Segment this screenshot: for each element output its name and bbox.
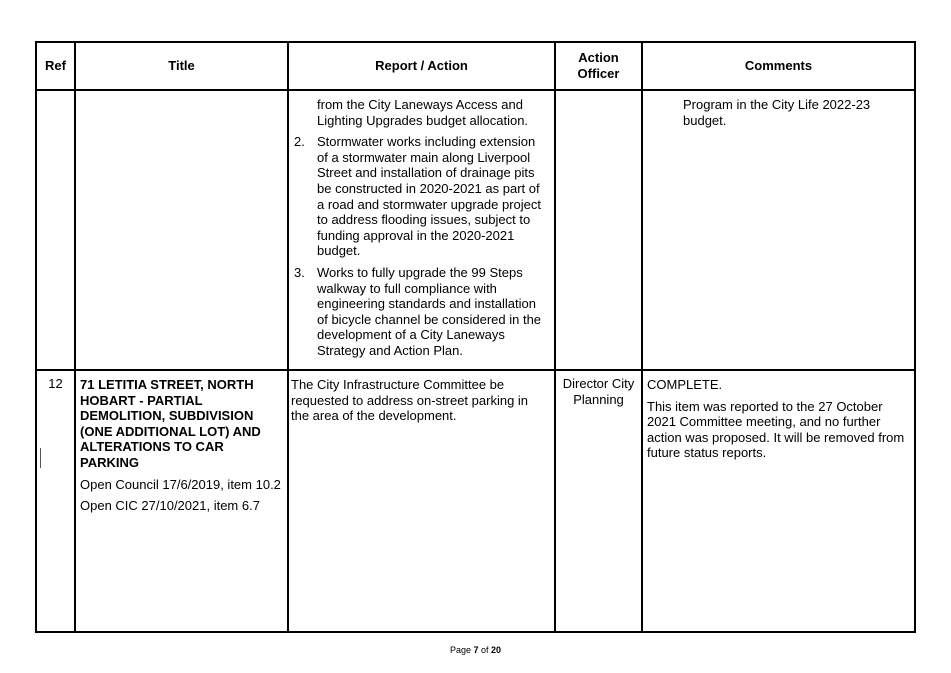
footer-page-label: Page <box>449 645 471 655</box>
table-row-continued <box>36 90 915 370</box>
header-report-action: Report / Action <box>288 42 555 90</box>
cell-report-continued <box>288 90 555 370</box>
cell-comments-continued <box>642 90 915 370</box>
header-comments: Comments <box>642 42 915 90</box>
header-officer-line2: Officer <box>577 66 620 81</box>
status-table <box>35 41 916 633</box>
item-note-cic: Open CIC 27/10/2021, item 6.7 <box>80 498 260 514</box>
cell-ref-empty <box>36 90 75 370</box>
cell-title-empty <box>75 90 288 370</box>
ref-number: 12 <box>48 376 63 391</box>
list-item-number: 3. <box>294 264 305 280</box>
report-action-text: The City Infrastructure Committee be requested to address on-street parking in the area of the development. <box>291 377 529 424</box>
change-bar-mark <box>40 448 41 468</box>
footer-of-label: of <box>481 645 489 655</box>
footer-page-total: 20 <box>491 645 502 655</box>
list-item-text: Stormwater works including extension of a stormwater main along Liverpool Street and installation of drainage pits be constructed in 2020-2021 as part of a road and stormwater upgrade project to address flooding issues, subject to funding approval in the 2020-2021 budget. <box>317 134 542 259</box>
report-action-list <box>291 134 550 358</box>
cell-report-12 <box>288 370 555 632</box>
page-footer <box>0 645 951 655</box>
table-row-12 <box>36 370 915 632</box>
table-header-row <box>36 42 915 90</box>
cell-ref-12 <box>36 370 75 632</box>
header-officer-line1: Action <box>578 50 619 66</box>
item-note-council: Open Council 17/6/2019, item 10.2 <box>80 476 281 492</box>
header-action-officer <box>555 42 642 90</box>
list-item-number: 2. <box>294 134 305 150</box>
comments-continuation-text: Program in the City Life 2022-23 budget. <box>683 97 871 128</box>
action-officer: Director City Planning <box>562 376 635 407</box>
comments-status: COMPLETE. <box>647 377 723 392</box>
item-title: 71 LETITIA STREET, NORTH HOBART - PARTIAL DEMOLITION, SUBDIVISION (ONE ADDITIONAL LOT) AND ALTERATIONS TO CAR PARKING <box>80 377 261 470</box>
cell-officer-empty <box>555 90 642 370</box>
header-ref: Ref <box>36 42 75 90</box>
header-title: Title <box>75 42 288 90</box>
cell-comments-12 <box>642 370 915 632</box>
list-item <box>291 265 550 359</box>
cell-officer-12 <box>555 370 642 632</box>
comments-text: This item was reported to the 27 October 2021 Committee meeting, and no further action was proposed. It will be removed from future status reports. <box>647 398 905 461</box>
cell-title-12 <box>75 370 288 632</box>
report-continuation-text: from the City Laneways Access and Lighting Upgrades budget allocation. <box>317 97 529 128</box>
list-item <box>291 134 550 259</box>
list-item-text: Works to fully upgrade the 99 Steps walkway to full compliance with engineering standards and installation of bicycle channel be considered in the development of a City Laneways Strategy and Action Plan. <box>317 264 542 358</box>
footer-page-number: 7 <box>473 645 479 655</box>
